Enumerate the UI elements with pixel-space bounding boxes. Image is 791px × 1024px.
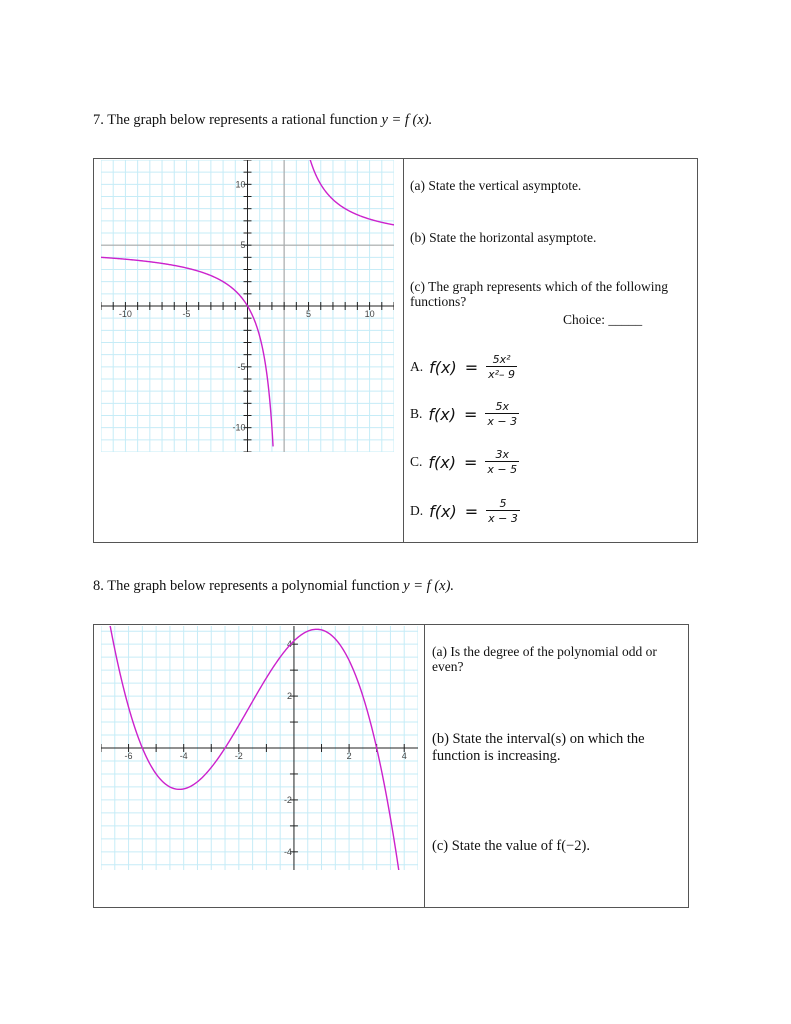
x-tick-label: -5 [182, 309, 191, 319]
q7-option-b [410, 394, 519, 434]
q7-title-math: y = f (x). [381, 112, 433, 128]
x-tick-label: 4 [401, 751, 407, 761]
y-tick-label: -5 [237, 361, 246, 372]
numerator: 5 [499, 497, 507, 510]
q7-option-d [410, 491, 520, 531]
q7-title-text: 7. The graph below represents a rational function [93, 112, 382, 128]
option-label: D. [410, 503, 424, 518]
option-lhs: f(x) [428, 452, 456, 472]
q8-title-math: y = f (x). [403, 578, 455, 594]
q8-part-b: (b) State the interval(s) on which the function is increasing. [432, 731, 645, 764]
function-curve [309, 160, 394, 225]
denominator: x − 3 [487, 415, 518, 428]
numerator: 5x [495, 400, 509, 413]
option-fraction [485, 400, 519, 428]
y-tick-label: 4 [286, 639, 292, 650]
q7-part-b: (b) State the horizontal asymptote. [410, 230, 597, 245]
q7-option-c [410, 442, 519, 482]
q8-graph [101, 626, 418, 870]
denominator: x − 3 [488, 512, 518, 525]
y-tick-label: -4 [283, 846, 292, 857]
option-lhs: f(x) [429, 357, 457, 377]
option-label: A. [410, 359, 424, 374]
q7-divider [403, 159, 404, 542]
x-tick-label: -6 [124, 751, 133, 761]
q7-choice: Choice: _____ [563, 312, 643, 327]
option-fraction [485, 448, 519, 476]
x-tick-label: 10 [364, 309, 375, 319]
option-eq: = [464, 501, 479, 521]
option-fraction [486, 353, 517, 381]
denominator: x − 5 [487, 463, 518, 476]
denominator: x²– 9 [488, 368, 516, 381]
numerator: 5x² [492, 353, 511, 366]
q7-title [93, 112, 432, 129]
q8-part-c: (c) State the value of f(−2). [432, 838, 590, 854]
x-tick-label: -4 [179, 751, 188, 761]
q7-option-a [410, 347, 517, 387]
q7-graph [101, 160, 394, 452]
numerator: 3x [495, 448, 509, 461]
q8-title-text: 8. The graph below represents a polynomial function [93, 578, 404, 594]
option-eq: = [463, 452, 478, 472]
option-lhs: f(x) [429, 501, 457, 521]
q8-part-a: (a) Is the degree of the polynomial odd or even? [432, 644, 657, 674]
option-label: C. [410, 454, 423, 469]
option-fraction [486, 497, 520, 525]
option-eq: = [463, 404, 478, 424]
y-tick-label: -10 [232, 422, 246, 433]
y-tick-label: 5 [240, 240, 246, 251]
y-tick-label: -2 [283, 794, 292, 805]
y-tick-label: 10 [235, 179, 246, 190]
x-tick-label: 5 [306, 309, 312, 319]
option-lhs: f(x) [428, 404, 456, 424]
q7-part-c: (c) The graph represents which of the following functions? [410, 279, 669, 309]
q8-divider [424, 625, 425, 907]
option-eq: = [464, 357, 479, 377]
q8-title [93, 578, 454, 595]
y-tick-label: 2 [286, 691, 292, 702]
q7-part-a: (a) State the vertical asymptote. [410, 178, 582, 193]
option-label: B. [410, 406, 423, 421]
x-tick-label: 2 [346, 751, 352, 761]
x-tick-label: -10 [118, 309, 132, 319]
x-tick-label: -2 [234, 751, 243, 761]
